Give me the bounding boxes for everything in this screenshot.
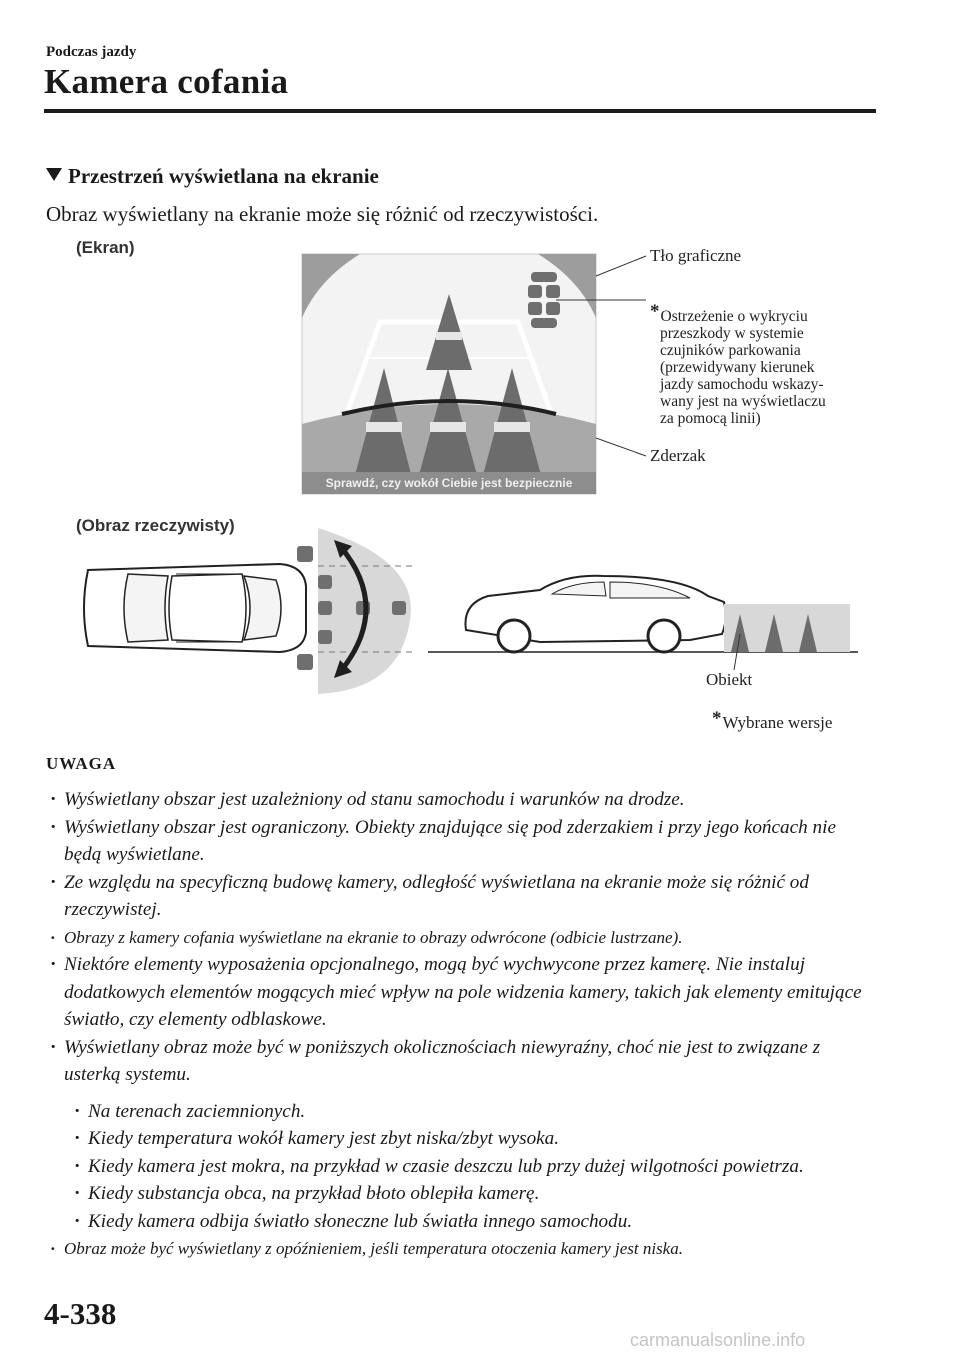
callout-warning-line-2: przeszkody w systemie — [660, 325, 804, 342]
note-item: · Wyświetlany obszar jest uzależniony od stanu samochodu i warunków na drodze. — [46, 786, 876, 814]
callout-warning-line-6: wany jest na wyświetlaczu — [660, 393, 826, 410]
note-subitem: · Kiedy substancja obca, na przykład błoto oblepiła kamerę. — [46, 1180, 876, 1208]
top-view-car — [84, 564, 306, 652]
page-title: Kamera cofania — [44, 62, 289, 101]
note-heading: UWAGA — [46, 754, 117, 773]
footnote-text: Wybrane wersje — [722, 713, 833, 732]
asterisk-icon: * — [712, 708, 722, 729]
callout-warning-line-5: jazdy samochodu wskazy- — [660, 376, 824, 393]
note-item: · Ze względu na specyficzną budowę kamery, odległość wyświetlana na ekranie może się różnić od rzeczywistej. — [46, 869, 876, 924]
callout-warning-line-7: za pomocą linii) — [660, 410, 761, 427]
note-item: · Wyświetlany obszar jest ograniczony. Obiekty znajdujące się pod zderzakiem i przy jego końcach nie będą wyświetlane. — [46, 814, 876, 869]
notes-list — [46, 786, 876, 1263]
callout-bumper: Zderzak — [650, 446, 706, 465]
note-item: · Wyświetlany obraz może być w poniższych okolicznościach niewyraźny, choć nie jest to związane z usterką systemu. — [46, 1034, 876, 1089]
camera-screen — [302, 254, 596, 494]
watermark: carmanualsonline.info — [630, 1330, 806, 1350]
footnote — [712, 708, 832, 733]
note-item: · Obrazy z kamery cofania wyświetlane na ekranie to obrazy odwrócone (odbicie lustrzane). — [46, 924, 876, 952]
leader-background — [596, 256, 646, 276]
side-view-car — [465, 576, 725, 652]
callout-warning-line-3: czujników parkowania — [660, 342, 801, 359]
callout-warning-line-4: (przewidywany kierunek — [660, 359, 815, 376]
callout-object: Obiekt — [706, 670, 753, 689]
asterisk-icon: * — [650, 301, 660, 322]
real-image-label: (Obraz rzeczywisty) — [76, 516, 235, 535]
page-number: 4-338 — [44, 1296, 117, 1331]
screen-label: (Ekran) — [76, 238, 135, 257]
note-subitem: · Na terenach zaciemnionych. — [46, 1098, 876, 1126]
subsection-heading-text: Przestrzeń wyświetlana na ekranie — [68, 164, 379, 188]
note-subitem: · Kiedy temperatura wokół kamery jest zbyt niska/zbyt wysoka. — [46, 1125, 876, 1153]
note-item-last: · Obraz może być wyświetlany z opóźnieniem, jeśli temperatura otoczenia kamery jest niska. — [46, 1235, 876, 1263]
section-label: Podczas jazdy — [46, 44, 137, 60]
screen-banner: Sprawdź, czy wokół Ciebie jest bezpiecznie — [325, 476, 573, 490]
leader-bumper — [596, 438, 646, 456]
note-item: · Niektóre elementy wyposażenia opcjonalnego, mogą być wychwycone przez kamerę. Nie instaluj dodatkowych elementów mogących mieć wpływ na pole widzenia kamery, takich jak elementy emitujące światło, czy elementy odblaskowe. — [46, 951, 876, 1034]
callout-warning — [650, 303, 826, 427]
note-subitem: · Kiedy kamera jest mokra, na przykład w czasie deszczu lub przy dużej wilgotności powietrza. — [46, 1153, 876, 1181]
intro-text: Obraz wyświetlany na ekranie może się różnić od rzeczywistości. — [46, 202, 599, 226]
note-subitem: · Kiedy kamera odbija światło słoneczne lub światła innego samochodu. — [46, 1208, 876, 1236]
callout-background: Tło graficzne — [650, 246, 742, 265]
callout-warning-line-1: *Ostrzeżenie o wykryciu — [650, 301, 808, 325]
